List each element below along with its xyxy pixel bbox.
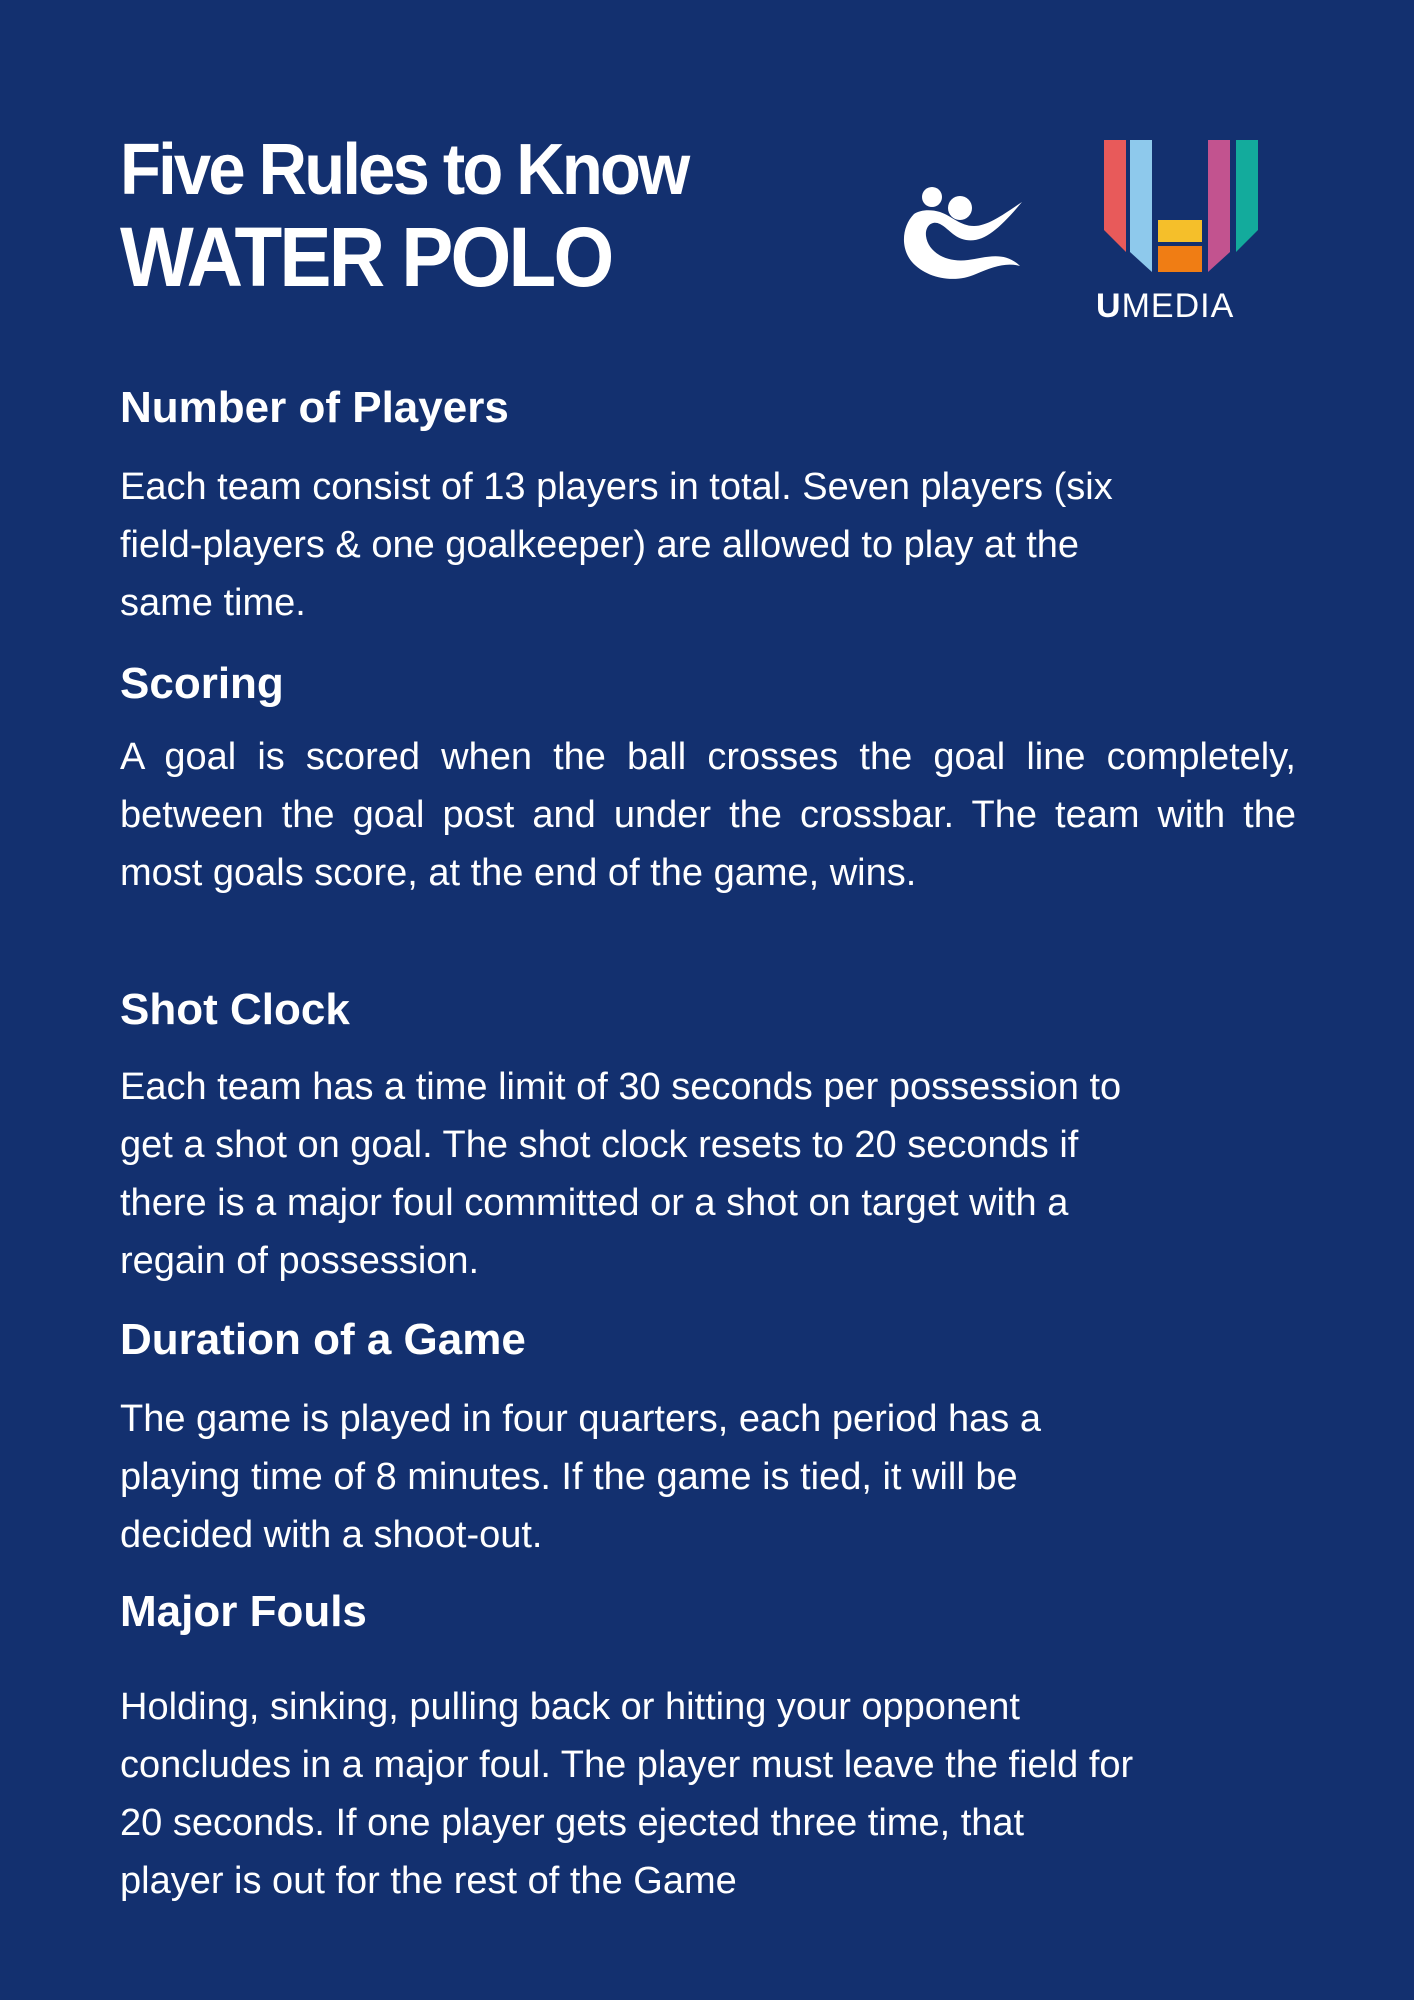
rule-body: Each team has a time limit of 30 seconds per possession to get a shot on goal. The shot clock resets to 20 seconds if there is a major foul committed or a shot on target with a regain of possession. [120,1066,1122,1282]
rule-heading: Number of Players [120,383,509,432]
rule-number-of-players [120,380,1296,656]
umedia-mark-icon [1104,140,1260,272]
rule-major-fouls [120,1584,1296,1910]
umedia-wordmark-u: U [1096,287,1122,325]
rule-heading: Major Fouls [120,1587,367,1636]
rule-shot-clock [120,982,1296,1312]
rule-duration-of-a-game [120,1312,1296,1584]
water-polo-swimmer-logo-icon [896,186,1024,286]
rule-body: Each team consist of 13 players in total. Seven players (six field-players & one goalkeeper) are allowed to play at the same time. [120,466,1113,624]
rule-body: A goal is scored when the ball crosses the goal line completely, between the goal post and under the crossbar. The team with the most goals score, at the end of the game, wins. [120,736,1296,894]
umedia-wordmark-media: MEDIA [1121,287,1235,325]
rules-list [120,380,1296,1910]
umedia-wordmark [1096,288,1266,324]
title-block [120,128,880,302]
page-subtitle: Five Rules to Know [120,130,688,210]
umedia-logo [1096,140,1266,340]
page-title: WATER POLO [120,210,612,304]
rule-body: Holding, sinking, pulling back or hitting your opponent concludes in a major foul. The player must leave the field for 20 seconds. If one player gets ejected three time, that player is out for the rest of the Game [120,1686,1134,1902]
rule-heading: Shot Clock [120,985,350,1034]
rule-heading: Scoring [120,659,284,708]
rule-heading: Duration of a Game [120,1315,526,1364]
rule-scoring [120,656,1296,982]
rule-body: The game is played in four quarters, each period has a playing time of 8 minutes. If the game is tied, it will be decided with a shoot-out. [120,1398,1041,1556]
